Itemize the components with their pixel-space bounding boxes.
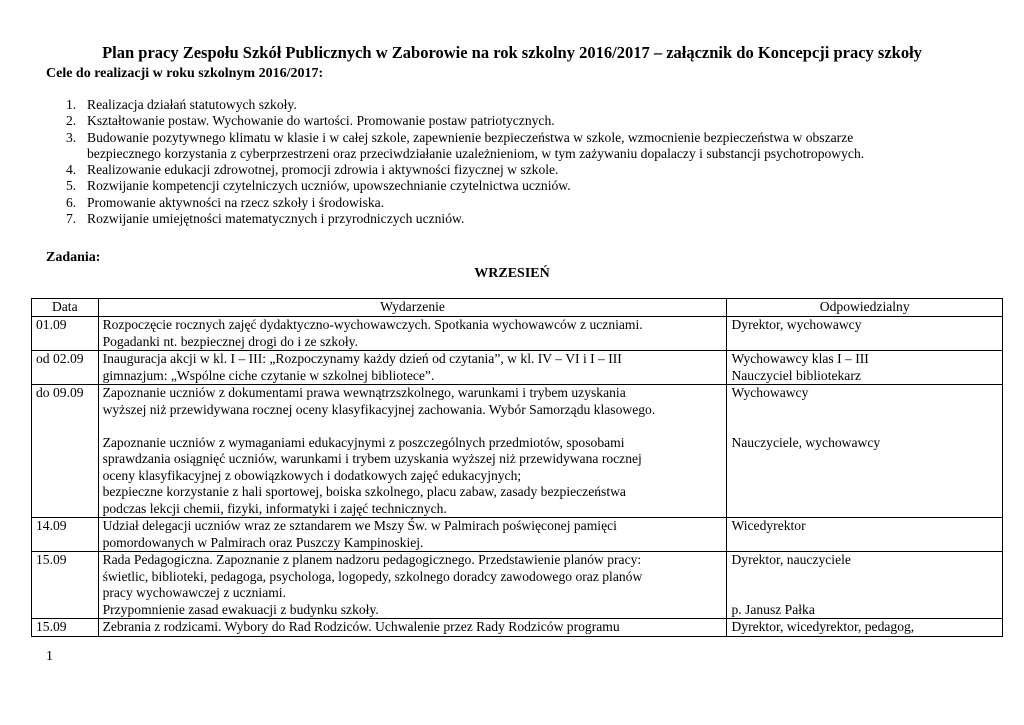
event-line: podczas lekcji chemii, fizyki, informatyki i zajęć technicznych. [102, 500, 447, 516]
cell-event [98, 385, 727, 518]
goal-text: Realizowanie edukacji zdrowotnej, promocji zdrowia i aktywności fizycznej w szkole. [87, 162, 559, 178]
responsible-line: Dyrektor, nauczyciele [731, 552, 851, 567]
goal-text: Kształtowanie postaw. Wychowanie do wartości. Promowanie postaw patriotycznych. [87, 113, 555, 129]
event-line: pomordowanych w Palmirach oraz Puszczy Kampinoskiej. [102, 534, 424, 550]
table-row [32, 552, 1003, 619]
event-line: świetlic, biblioteki, pedagoga, psychologa, logopedy, szkolnego doradcy zawodowego oraz planów [102, 568, 643, 584]
goals-list [46, 97, 966, 227]
goal-text: Budowanie pozytywnego klimatu w klasie i w całej szkole, zapewnienie bezpieczeństwa w szkole, wzmocnienie bezpieczeństwa w obszarze [87, 129, 854, 145]
responsible-line: Nauczyciele, wychowawcy [731, 434, 881, 450]
page-title: Plan pracy Zespołu Szkół Publicznych w Zaborowie na rok szkolny 2016/2017 – załącznik do Koncepcji pracy szkoły [102, 43, 922, 62]
responsible-line: Wychowawcy [731, 385, 809, 400]
cell-responsible [727, 351, 1003, 385]
cell-event [98, 518, 727, 552]
event-line: Zapoznanie uczniów z dokumentami prawa wewnątrzszkolnego, warunkami i trybem uzyskania [102, 385, 626, 400]
goal-item [46, 178, 966, 194]
event-line: Pogadanki nt. bezpiecznej drogi do i ze szkoły. [102, 333, 358, 349]
goal-text: Rozwijanie kompetencji czytelniczych uczniów, upowszechnianie czytelnictwa uczniów. [87, 178, 571, 194]
cell-date: 15.09 [32, 619, 99, 637]
event-line: Przypomnienie zasad ewakuacji z budynku szkoły. [102, 601, 379, 617]
event-line: Rada Pedagogiczna. Zapoznanie z planem nadzoru pedagogicznego. Przedstawienie planów pracy: [102, 552, 642, 567]
goal-number: 3. [66, 129, 77, 145]
table-row [32, 518, 1003, 552]
event-line: gimnazjum: „Wspólne ciche czytanie w szkolnej bibliotece”. [102, 367, 435, 383]
event-line: Inauguracja akcji w kl. I – III: „Rozpoczynamy każdy dzień od czytania”, w kl. IV – VI i I – III [102, 351, 622, 366]
table-row [32, 317, 1003, 351]
event-line: pracy wychowawczej z uczniami. [102, 585, 286, 600]
cell-event [98, 351, 727, 385]
blank-line [731, 418, 998, 435]
responsible-line: Wychowawcy klas I – III [731, 351, 869, 366]
responsible-line: p. Janusz Pałka [731, 601, 815, 617]
goal-text: Realizacja działań statutowych szkoły. [87, 97, 297, 112]
event-line: Zebrania z rodzicami. Wybory do Rad Rodziców. Uchwalenie przez Rady Rodziców programu [102, 619, 620, 634]
goal-item [46, 130, 966, 163]
event-line: bezpieczne korzystanie z hali sportowej, boiska szkolnego, placu zabaw, zasady bezpieczeństwa [102, 484, 626, 499]
table-row [32, 619, 1003, 637]
header-event: Wydarzenie [98, 299, 727, 317]
goal-number: 4. [66, 162, 77, 178]
header-responsible: Odpowiedzialny [727, 299, 1003, 317]
event-line: sprawdzania osiągnięć uczniów, warunkami i trybem uzyskania wyższej niż przewidywana rocznej [102, 451, 642, 466]
goal-text: Rozwijanie umiejętności matematycznych i przyrodniczych uczniów. [87, 211, 465, 227]
cell-responsible [727, 317, 1003, 351]
blank-line [103, 418, 723, 435]
cell-responsible [727, 619, 1003, 637]
page-number: 1 [46, 649, 53, 664]
blank-line [731, 402, 998, 419]
cell-event [98, 317, 727, 351]
cell-event [98, 552, 727, 619]
table-row [32, 385, 1003, 518]
table-body [32, 317, 1003, 637]
cell-date: do 09.09 [32, 385, 99, 518]
goal-number: 1. [66, 97, 77, 112]
goal-number: 2. [66, 113, 77, 129]
cell-date: 01.09 [32, 317, 99, 351]
cell-responsible [727, 518, 1003, 552]
goal-item [46, 113, 966, 129]
goal-number: 6. [66, 194, 77, 210]
goal-item [46, 162, 966, 178]
blank-line [731, 585, 998, 602]
responsible-line: Nauczyciel bibliotekarz [731, 367, 861, 383]
event-line: oceny klasyfikacyjnej z obowiązkowych i dodatkowych zajęć edukacyjnych; [102, 467, 522, 483]
event-line: Udział delegacji uczniów wraz ze sztandarem we Mszy Św. w Palmirach poświęconej pamięci [102, 518, 617, 533]
cell-event [98, 619, 727, 637]
cell-date: od 02.09 [32, 351, 99, 385]
table-row [32, 351, 1003, 385]
schedule-table [31, 298, 1003, 637]
goal-item [46, 195, 966, 211]
month-heading: WRZESIEŃ [474, 266, 550, 281]
goal-item [46, 211, 966, 227]
responsible-line: Dyrektor, wychowawcy [731, 317, 862, 332]
goal-item [46, 97, 966, 113]
responsible-line: Wicedyrektor [731, 518, 806, 533]
goal-number: 7. [66, 211, 77, 227]
event-line: wyższej niż przewidywana rocznej oceny klasyfikacyjnej zachowania. Wybór Samorządu klasowego. [102, 401, 656, 417]
cell-date: 14.09 [32, 518, 99, 552]
event-line: Rozpoczęcie rocznych zajęć dydaktyczno-wychowawczych. Spotkania wychowawców z uczniami. [102, 317, 643, 332]
table-header-row [32, 299, 1003, 317]
goal-text: bezpiecznego korzystania z cyberprzestrzeni oraz przeciwdziałanie uzależnieniom, w tym zażywaniu dopalaczy i substancji psychotropowych. [87, 145, 865, 161]
goal-number: 5. [66, 178, 77, 194]
cell-responsible [727, 385, 1003, 518]
blank-line [731, 569, 998, 586]
goal-text: Promowanie aktywności na rzecz szkoły i środowiska. [87, 194, 385, 210]
header-date: Data [32, 299, 99, 317]
event-line: Zapoznanie uczniów z wymaganiami edukacyjnymi z poszczególnych przedmiotów, sposobami [102, 434, 625, 450]
cell-responsible [727, 552, 1003, 619]
responsible-line: Dyrektor, wicedyrektor, pedagog, [731, 619, 915, 634]
tasks-heading: Zadania: [46, 250, 101, 265]
goals-heading: Cele do realizacji w roku szkolnym 2016/2017: [46, 66, 324, 81]
cell-date: 15.09 [32, 552, 99, 619]
